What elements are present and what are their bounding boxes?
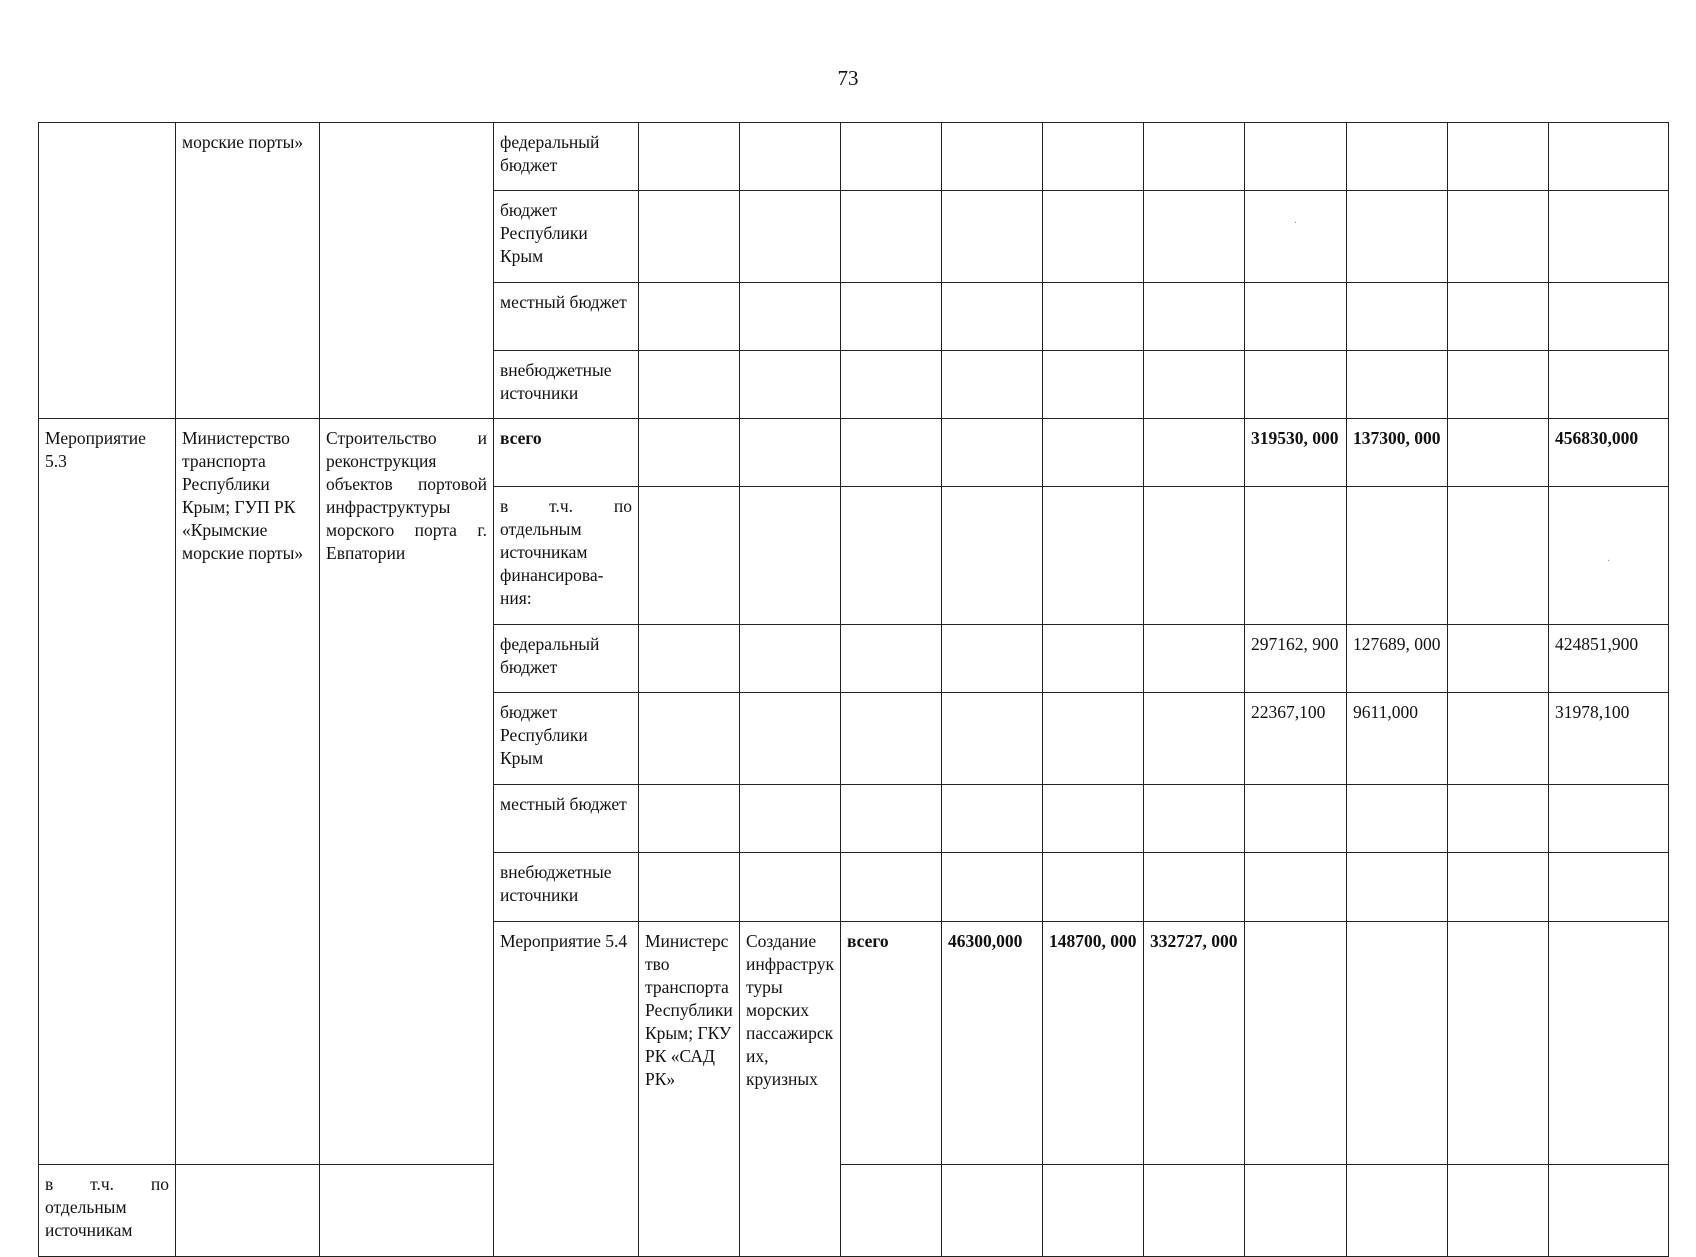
scan-speck: · <box>1293 218 1298 229</box>
source-label-total: всего <box>494 419 639 487</box>
total-cell: 456830,000 <box>1549 419 1669 487</box>
source-label: местный бюджет <box>494 785 639 853</box>
source-label: бюджет Республики Крым <box>494 693 639 785</box>
value-cell: 332727, 000 <box>1144 922 1245 1165</box>
value-cell: 22367,100 <box>1245 693 1347 785</box>
value-cell: 46300,000 <box>942 922 1043 1165</box>
source-label: федеральный бюджет <box>494 123 639 191</box>
source-label-part: финансирова- ния: <box>500 565 604 608</box>
responsible-cell: Министерство транспорта Республики Крым; ГУП РК «Крымские морские порты» <box>176 419 320 1165</box>
responsible-cell: Министерство транспорта Республики Крым; ГКУ РК «САД РК» <box>639 922 740 1257</box>
event-cell: Мероприятие 5.4 <box>494 922 639 1257</box>
source-label: федеральный бюджет <box>494 625 639 693</box>
value-cell: 148700, 000 <box>1043 922 1144 1165</box>
source-label-part: в т.ч. по отдельным источникам <box>500 496 632 562</box>
source-label-total: всего <box>841 922 942 1165</box>
table-row <box>39 1165 1669 1257</box>
value-cell: 319530, 000 <box>1245 419 1347 487</box>
description-cell <box>320 123 494 419</box>
event-cell: Мероприятие 5.3 <box>39 419 176 1165</box>
table-row <box>39 123 1669 191</box>
source-label: местный бюджет <box>494 283 639 351</box>
value-cell: 297162, 900 <box>1245 625 1347 693</box>
source-label: внебюджетные источники <box>494 351 639 419</box>
source-label: внебюджетные источники <box>494 853 639 922</box>
responsible-cell: морские порты» <box>176 123 320 419</box>
source-label-part: источникам <box>45 1220 133 1240</box>
scan-speck: · <box>1606 556 1611 567</box>
total-cell: 31978,100 <box>1549 693 1669 785</box>
source-label <box>39 1165 176 1257</box>
source-label-part: в т.ч. по отдельным <box>45 1174 169 1217</box>
financing-table <box>38 122 1669 1257</box>
description-cell: Строительство и реконструкция объектов портовой инфраструктуры морского порта г. Евпатории <box>320 419 494 1165</box>
page-number: 73 <box>837 66 859 90</box>
source-label <box>494 487 639 625</box>
value-cell: 9611,000 <box>1347 693 1448 785</box>
value-cell: 127689, 000 <box>1347 625 1448 693</box>
description-cell: Создание инфраструктуры морских пассажирских, круизных <box>740 922 841 1257</box>
event-cell <box>39 123 176 419</box>
source-label: бюджет Республики Крым <box>494 191 639 283</box>
table-row <box>39 419 1669 487</box>
value-cell: 137300, 000 <box>1347 419 1448 487</box>
total-cell: 424851,900 <box>1549 625 1669 693</box>
